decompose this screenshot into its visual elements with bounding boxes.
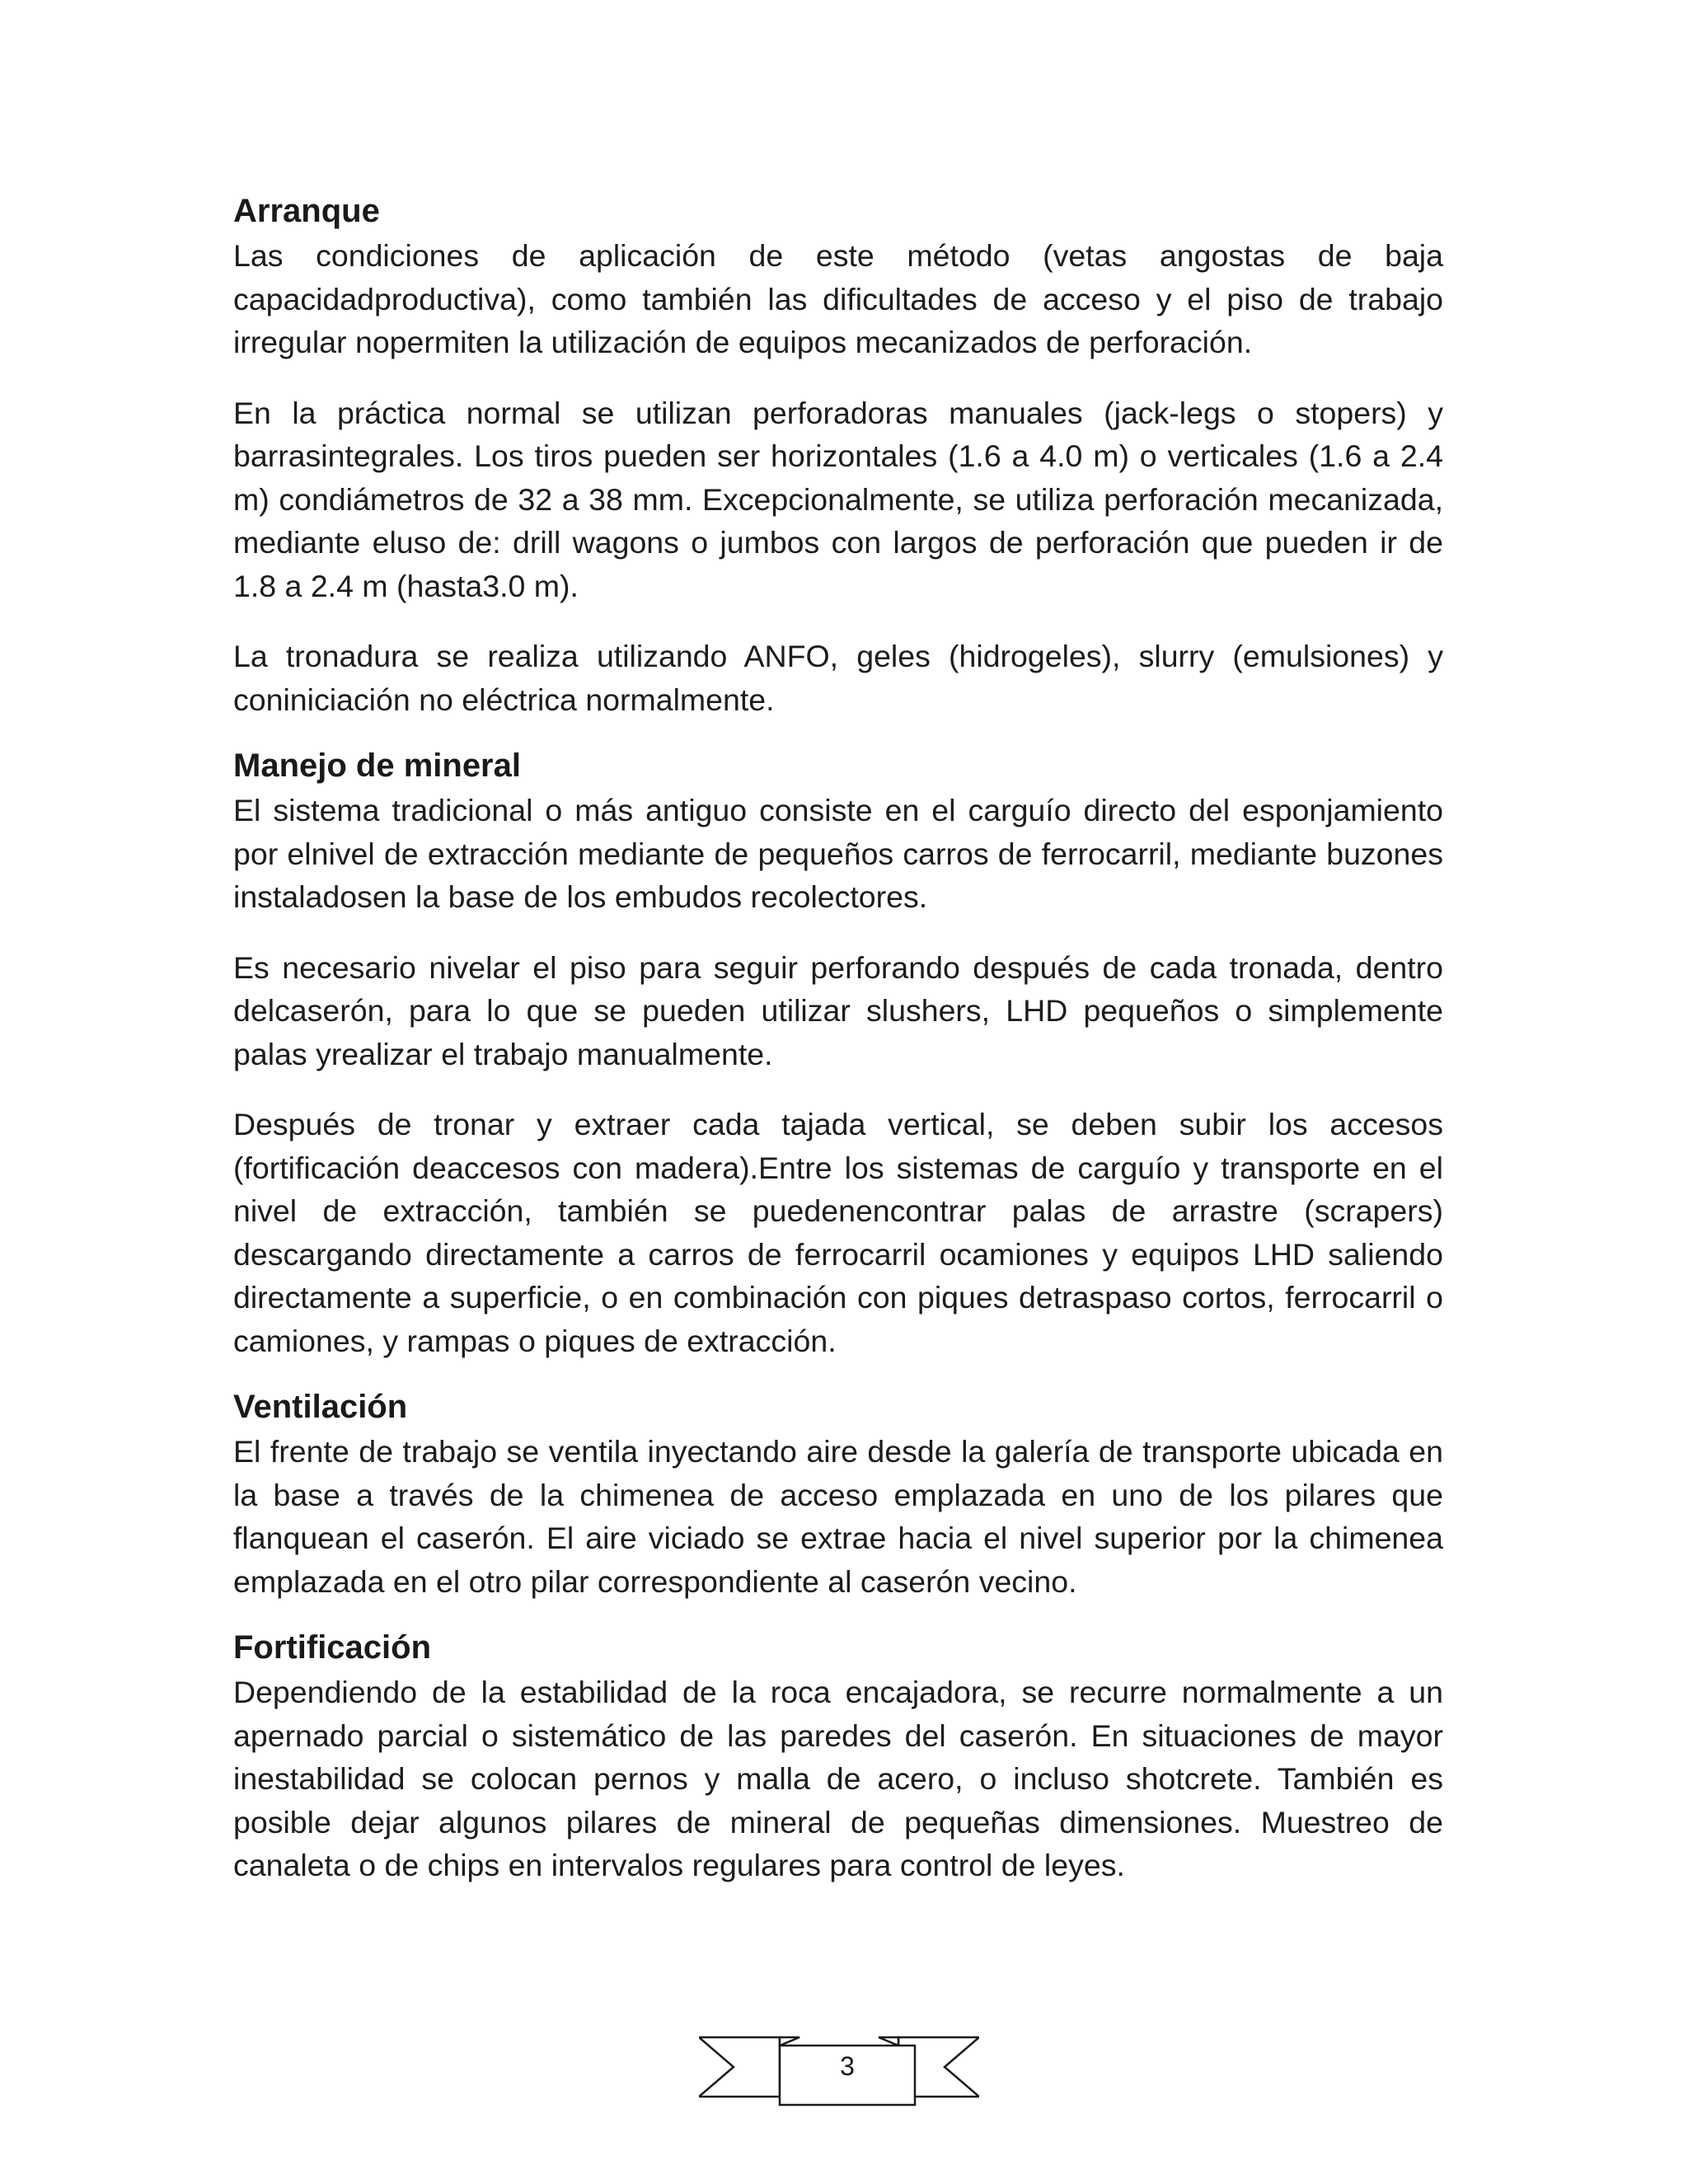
- paragraph: Es necesario nivelar el piso para seguir perforando después de cada tronada, dentro delcaserón, para lo que se pueden utilizar slushers, LHD pequeños o simplemente palas yrealizar el trabajo manualmente.: [233, 949, 1443, 1071]
- paragraph: La tronadura se realiza utilizando ANFO, geles (hidrogeles), slurry (emulsiones) y coniniciación no eléctrica normalmente.: [233, 639, 1443, 717]
- section-arranque: [233, 188, 1443, 721]
- section-heading: Fortificación: [233, 1629, 432, 1666]
- paragraph: Después de tronar y extraer cada tajada vertical, se deben subir los accesos (fortificación deaccesos con madera).Entre los sistemas de carguío y transporte en el nivel de extracción, también se puedenencontrar palas de arrastre (scrapers) descargando directamente a carros de ferrocarril ocamiones y equipos LHD saliendo directamente a superficie, o en combinación con piques detraspaso cortos, ferrocarril o camiones, y rampas o piques de extracción.: [233, 1107, 1443, 1358]
- section-heading: Ventilación: [233, 1389, 408, 1425]
- page-number: 3: [840, 2051, 855, 2081]
- paragraph: El sistema tradicional o más antiguo consiste en el carguío directo del esponjamiento por elnivel de extracción mediante de pequeños carros de ferrocarril, mediante buzones instaladosen la base de los embudos recolectores.: [233, 793, 1443, 914]
- section-heading: Arranque: [233, 193, 380, 229]
- paragraph: Dependiendo de la estabilidad de la roca encajadora, se recurre normalmente a un apernado parcial o sistemático de las paredes del caserón. En situaciones de mayor inestabilidad se colocan pernos y malla de acero, o incluso shotcrete. También es posible dejar algunos pilares de mineral de pequeñas dimensiones. Muestreo de canaleta o de chips en intervalos regulares para control de leyes.: [233, 1675, 1443, 1882]
- page-number-ribbon: [699, 2027, 979, 2110]
- section-heading: Manejo de mineral: [233, 748, 521, 784]
- paragraph: El frente de trabajo se ventila inyectando aire desde la galería de transporte ubicada en la base a través de la chimenea de acceso emplazada en uno de los pilares que flanquean el caserón. El aire viciado se extrae hacia el nivel superior por la chimenea emplazada en el otro pilar correspondiente al caserón vecino.: [233, 1434, 1443, 1599]
- section-fortificacion: [233, 1624, 1443, 1887]
- paragraph: Las condiciones de aplicación de este método (vetas angostas de baja capacidadproductiva), como también las dificultades de acceso y el piso de trabajo irregular nopermiten la utilización de equipos mecanizados de perforación.: [233, 238, 1443, 359]
- paragraph: En la práctica normal se utilizan perforadoras manuales (jack-legs o stopers) y barrasintegrales. Los tiros pueden ser horizontales (1.6 a 4.0 m) o verticales (1.6 a 2.4 m) condiámetros de 32 a 38 mm. Excepcionalmente, se utiliza perforación mecanizada, mediante eluso de: drill wagons o jumbos con largos de perforación que pueden ir de 1.8 a 2.4 m (hasta3.0 m).: [233, 395, 1443, 603]
- section-manejo-de-mineral: [233, 743, 1443, 1362]
- document-body: [233, 188, 1443, 1909]
- section-ventilacion: [233, 1384, 1443, 1603]
